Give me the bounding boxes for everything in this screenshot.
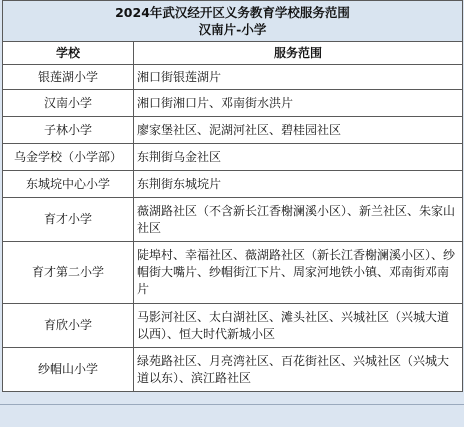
table-row (3, 171, 463, 198)
service-area: 东荆街乌金社区 (134, 144, 463, 171)
service-area: 薇湖路社区（不含新长江香榭澜溪小区）、新兰社区、朱家山社区 (134, 198, 463, 242)
school-name: 纱帽山小学 (3, 348, 134, 392)
table-row (3, 117, 463, 144)
subtitle-row (3, 21, 463, 42)
header-row (3, 42, 463, 65)
school-name: 育才第二小学 (3, 242, 134, 304)
school-name: 银莲湖小学 (3, 65, 134, 90)
table-subtitle: 汉南片-小学 (3, 21, 463, 42)
table-row (3, 90, 463, 117)
service-area: 马影河社区、太白湖社区、滩头社区、兴城社区（兴城大道以西）、恒大时代新城小区 (134, 304, 463, 348)
service-area: 湘口街银莲湖片 (134, 65, 463, 90)
column-header-area: 服务范围 (134, 42, 463, 65)
service-area: 东荆街东城垸片 (134, 171, 463, 198)
table-row (3, 198, 463, 242)
table-row (3, 348, 463, 392)
service-area: 绿苑路社区、月亮湾社区、百花街社区、兴城社区（兴城大道以东）、滨江路社区 (134, 348, 463, 392)
title-row (3, 1, 463, 22)
table-row (3, 242, 463, 304)
table-row (3, 65, 463, 90)
table-row (3, 144, 463, 171)
school-name: 东城垸中心小学 (3, 171, 134, 198)
school-name: 乌金学校（小学部） (3, 144, 134, 171)
service-area: 湘口街湘口片、邓南街水洪片 (134, 90, 463, 117)
service-area-table (2, 0, 463, 392)
service-area: 廖家堡社区、泥湖河社区、碧桂园社区 (134, 117, 463, 144)
school-name: 子林小学 (3, 117, 134, 144)
table-row (3, 304, 463, 348)
school-name: 育才小学 (3, 198, 134, 242)
footer-band (0, 404, 464, 427)
school-name: 育欣小学 (3, 304, 134, 348)
column-header-school: 学校 (3, 42, 134, 65)
school-name: 汉南小学 (3, 90, 134, 117)
service-area: 陡埠村、幸福社区、薇湖路社区（新长江香榭澜溪小区）、纱帽街大嘴片、纱帽街江下片、周家河地铁小镇、邓南街邓南片 (134, 242, 463, 304)
table-title: 2024年武汉经开区义务教育学校服务范围 (3, 1, 463, 22)
